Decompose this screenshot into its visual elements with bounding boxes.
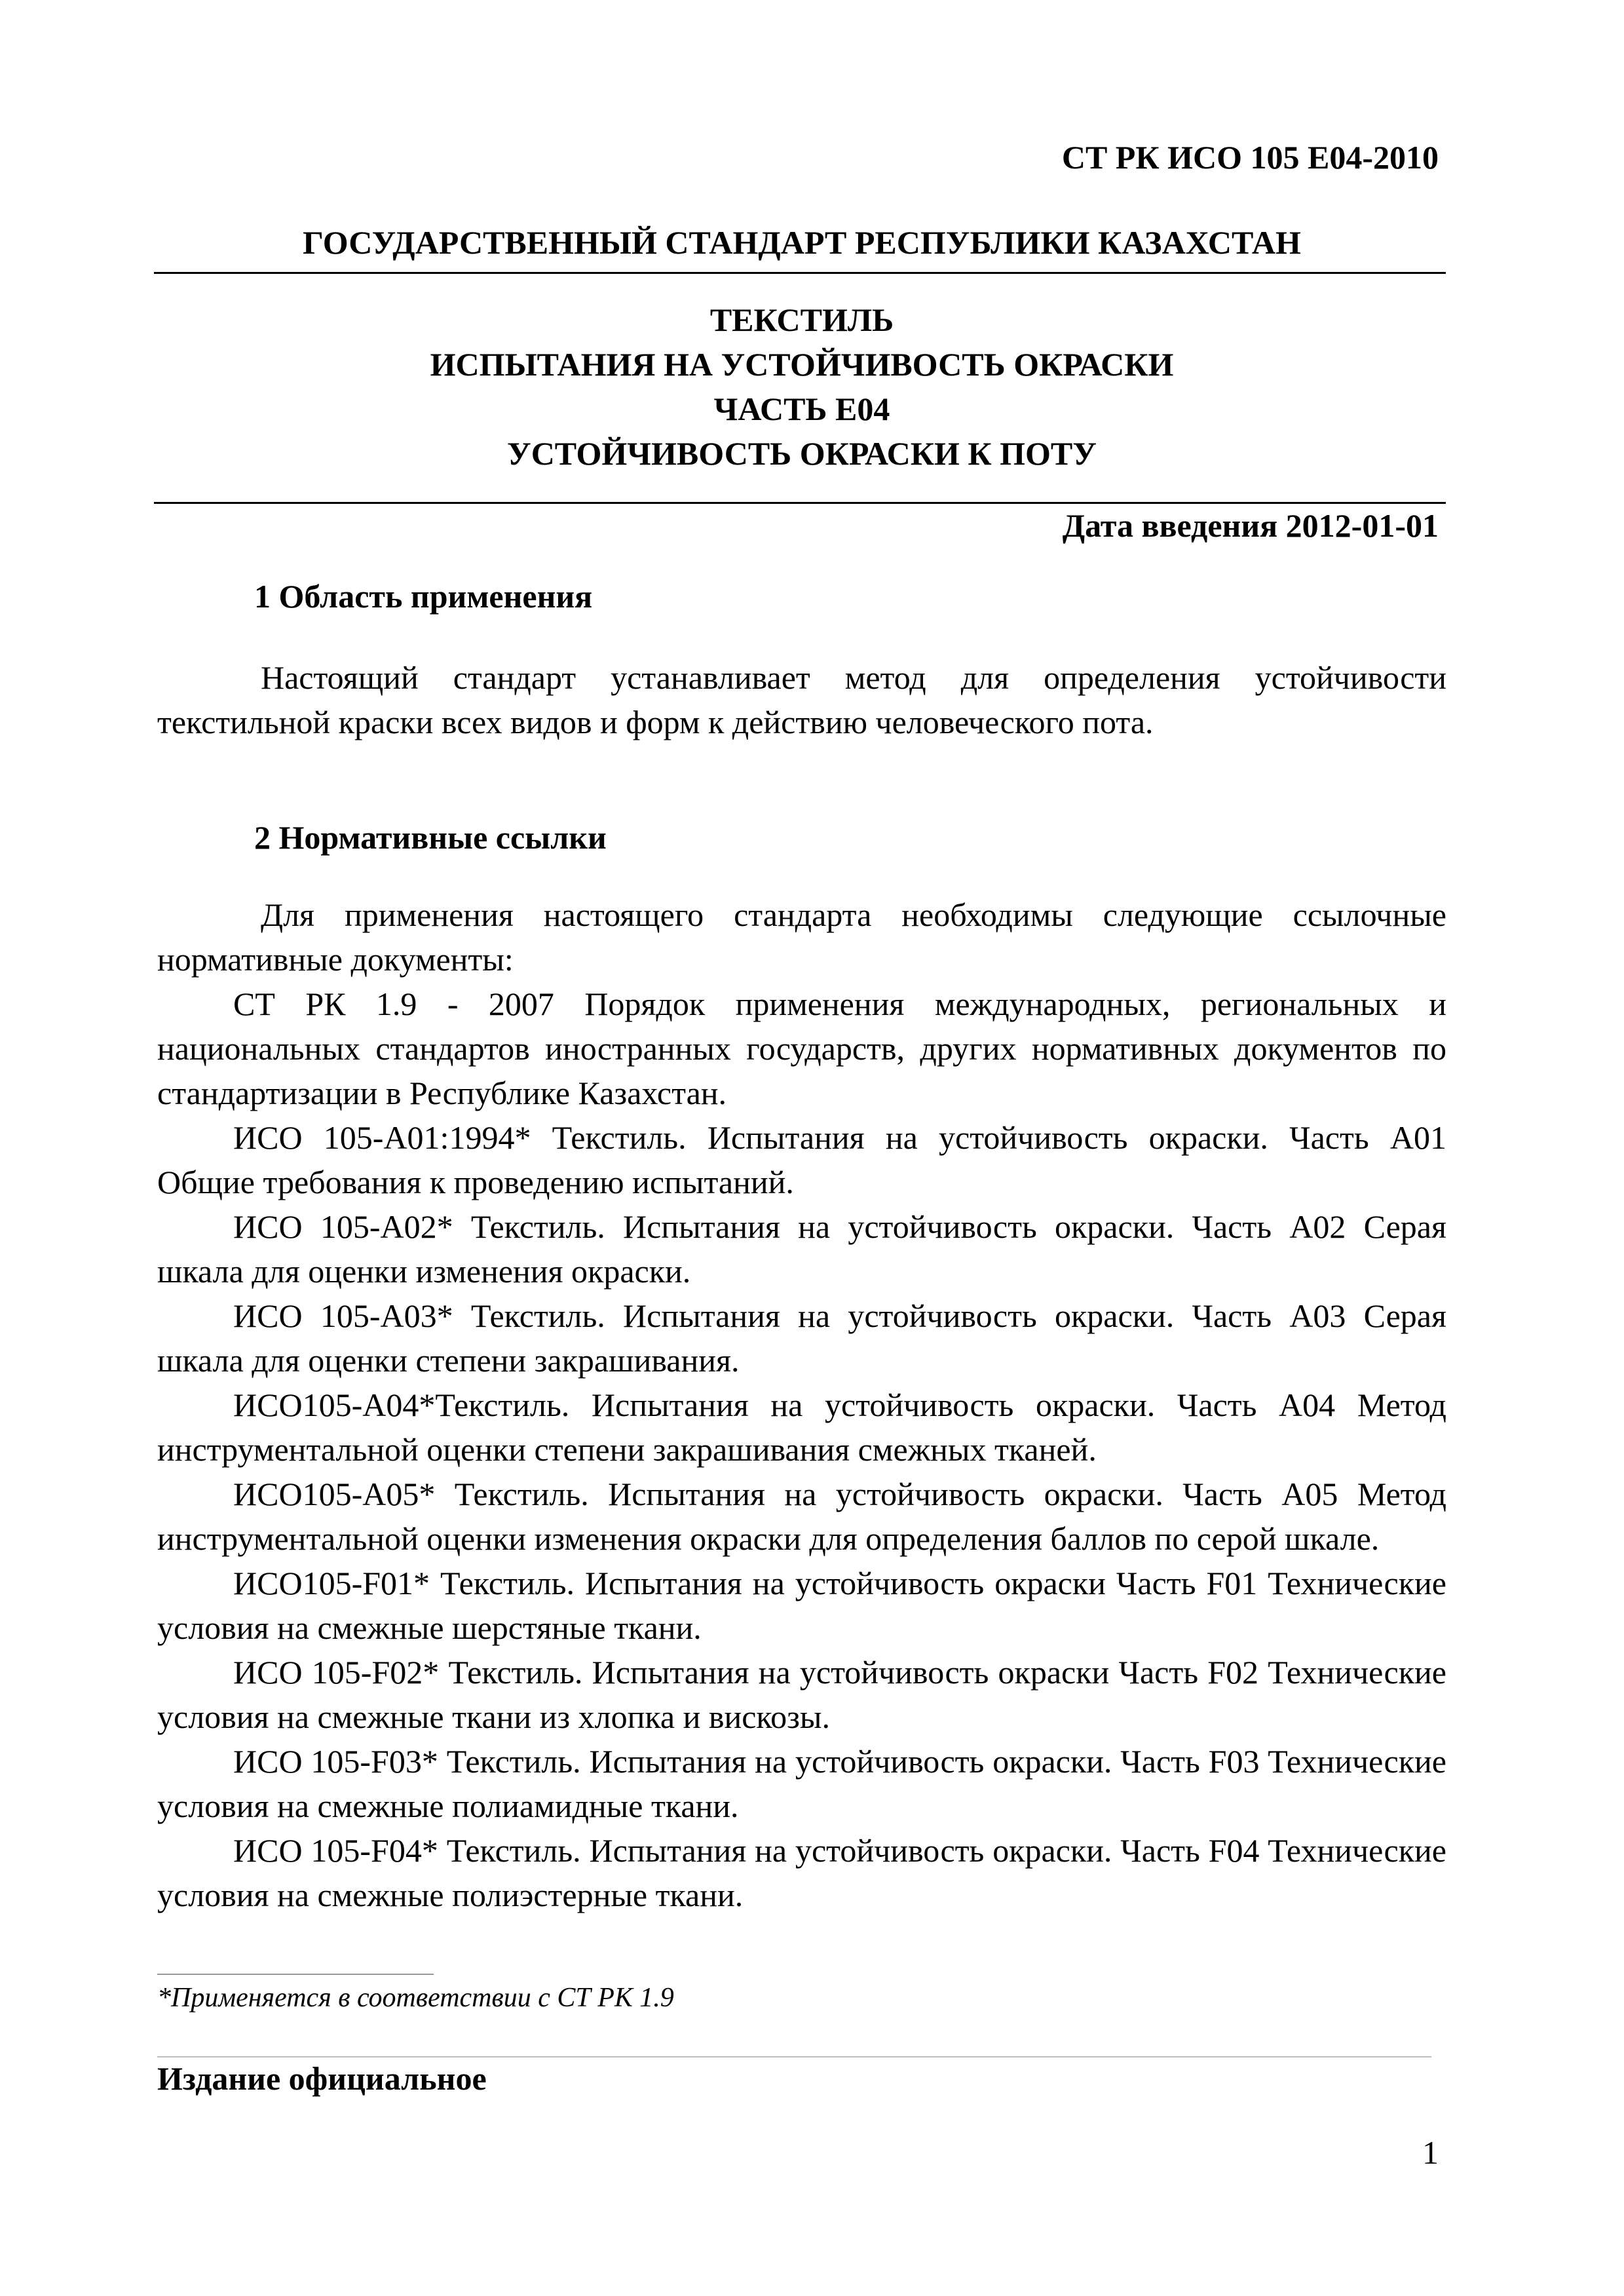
standard-title-line: ЧАСТЬ Е04: [713, 391, 890, 427]
normative-reference: ИСО105-А04*Текстиль. Испытания на устойчивость окраски. Часть А04 Метод инструментальной оценки степени закрашивания смежных тканей.: [157, 1387, 1446, 1468]
normative-reference: ИСО 105-А02* Текстиль. Испытания на устойчивость окраски. Часть А02 Серая шкала для оценки изменения окраски.: [157, 1208, 1446, 1290]
page-number: 1: [1422, 2134, 1439, 2171]
normative-reference: ИСО 105-А03* Текстиль. Испытания на устойчивость окраски. Часть А03 Серая шкала для оценки степени закрашивания.: [157, 1297, 1446, 1379]
section-1-body: [157, 655, 1446, 744]
document-code: СТ РК ИСО 105 Е04-2010: [1061, 139, 1439, 176]
section-1-heading: 1 Область применения: [254, 578, 593, 615]
normative-reference: ИСО 105-А01:1994* Текстиль. Испытания на устойчивость окраски. Часть А01 Общие требования к проведению испытаний.: [157, 1119, 1446, 1200]
normative-reference: ИСО 105-F03* Текстиль. Испытания на устойчивость окраски. Часть F03 Технические условия на смежные полиамидные ткани.: [157, 1743, 1446, 1824]
state-standard-heading: ГОСУДАРСТВЕННЫЙ СТАНДАРТ РЕСПУБЛИКИ КАЗАХСТАН: [303, 224, 1301, 261]
edition-label: Издание официальное: [157, 2060, 487, 2097]
title-divider: [154, 502, 1446, 504]
section-2-heading: 2 Нормативные ссылки: [254, 819, 607, 856]
section-2-body: [157, 892, 1446, 1917]
standard-title-line: ТЕКСТИЛЬ: [709, 301, 894, 338]
normative-reference: ИСО105-А05* Текстиль. Испытания на устойчивость окраски. Часть А05 Метод инструментальной оценки изменения окраски для определения баллов по серой шкале.: [157, 1476, 1446, 1557]
standard-title-line: ИСПЫТАНИЯ НА УСТОЙЧИВОСТЬ ОКРАСКИ: [430, 346, 1174, 383]
footnote-divider: [157, 1974, 434, 1975]
standard-title: [157, 297, 1446, 476]
header-divider: [154, 272, 1446, 274]
standard-title-line: УСТОЙЧИВОСТЬ ОКРАСКИ К ПОТУ: [507, 435, 1097, 472]
section-1-paragraph: Настоящий стандарт устанавливает метод для определения устойчивости текстильной краски всех видов и форм к действию человеческого пота.: [157, 659, 1446, 740]
normative-reference: ИСО105-F01* Текстиль. Испытания на устойчивость окраски Часть F01 Технические условия на смежные шерстяные ткани.: [157, 1565, 1446, 1646]
normative-reference: СТ РК 1.9 - 2007 Порядок применения международных, региональных и национальных стандартов иностранных государств, других нормативных документов по стандартизации в Республике Казахстан.: [157, 985, 1446, 1111]
introduction-date: Дата введения 2012-01-01: [1062, 507, 1439, 544]
normative-reference: ИСО 105-F02* Текстиль. Испытания на устойчивость окраски Часть F02 Технические условия на смежные ткани из хлопка и вискозы.: [157, 1654, 1446, 1735]
section-2-intro: Для применения настоящего стандарта необходимы следующие ссылочные нормативные документы:: [157, 896, 1446, 978]
footnote: *Применяется в соответствии с СТ РК 1.9: [157, 1983, 674, 2013]
normative-reference: ИСО 105-F04* Текстиль. Испытания на устойчивость окраски. Часть F04 Технические условия на смежные полиэстерные ткани.: [157, 1832, 1446, 1913]
footer-divider: [157, 2056, 1431, 2057]
